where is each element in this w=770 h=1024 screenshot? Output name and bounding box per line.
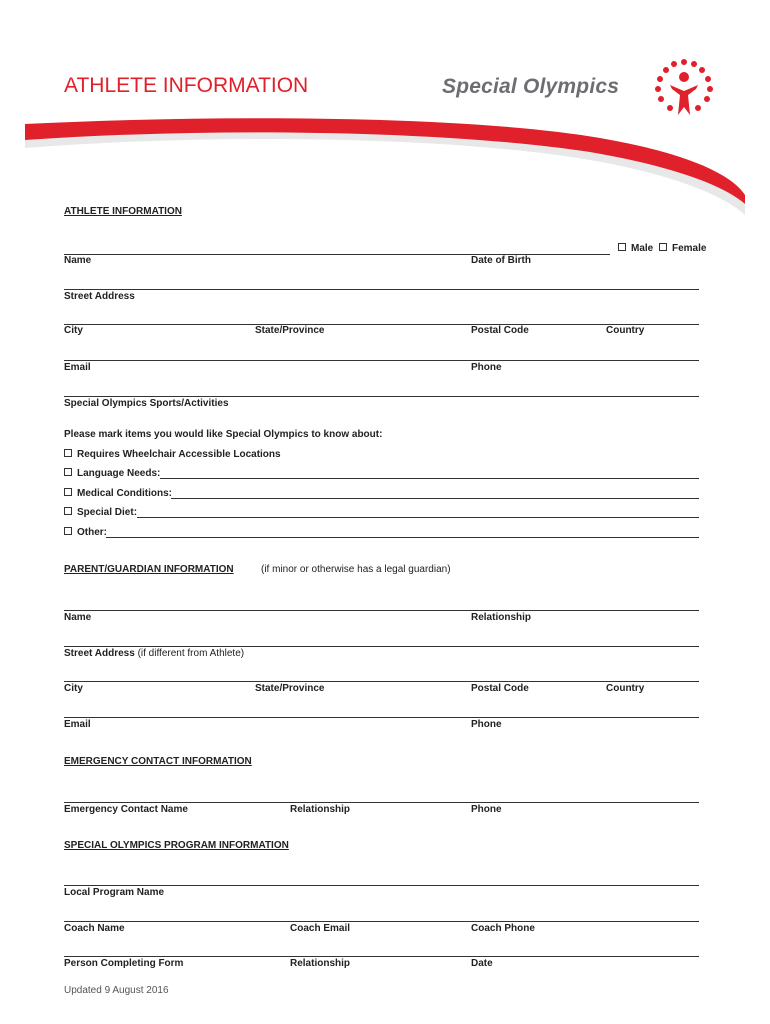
header-swoosh-graphic [0,110,770,220]
guardian-note: (if minor or otherwise has a legal guardian) [261,564,451,575]
local-program-line[interactable] [64,885,699,886]
female-option[interactable]: Female [659,243,706,254]
name-label: Name [64,255,92,266]
male-option[interactable]: Male [618,243,653,254]
male-checkbox[interactable] [618,243,626,251]
female-checkbox[interactable] [659,243,667,251]
guardian-street-label: Street Address (if different from Athlete) [64,648,245,659]
guardian-city-line[interactable] [64,681,699,682]
country-label: Country [606,325,645,336]
coach-line[interactable] [64,921,699,922]
postal-label: Postal Code [471,325,529,336]
updated-date: Updated 9 August 2016 [64,985,169,996]
language-line[interactable] [160,478,699,479]
medical-checkbox[interactable] [64,488,72,496]
other-option[interactable]: Other: [64,527,107,538]
local-program-label: Local Program Name [64,887,165,898]
other-line[interactable] [106,537,699,538]
coach-phone-label: Coach Phone [471,923,535,934]
emergency-name-label: Emergency Contact Name [64,804,188,815]
sports-line[interactable] [64,396,699,397]
medical-option[interactable]: Medical Conditions: [64,488,172,499]
person-completing-label: Person Completing Form [64,958,184,969]
date-label: Date [471,958,493,969]
state-label: State/Province [255,325,325,336]
emergency-section-heading: EMERGENCY CONTACT INFORMATION [64,756,252,767]
street-label: Street Address [64,291,135,302]
guardian-postal-label: Postal Code [471,683,529,694]
emergency-relationship-label: Relationship [290,804,351,815]
email-label: Email [64,362,91,373]
wheelchair-checkbox[interactable] [64,449,72,457]
email-line[interactable] [64,360,699,361]
wheelchair-option[interactable]: Requires Wheelchair Accessible Locations [64,449,281,460]
program-section-heading: SPECIAL OLYMPICS PROGRAM INFORMATION [64,840,289,851]
emergency-phone-label: Phone [471,804,502,815]
guardian-country-label: Country [606,683,645,694]
coach-email-label: Coach Email [290,923,351,934]
guardian-city-label: City [64,683,83,694]
guardian-relationship-label: Relationship [471,612,532,623]
special-olympics-wordmark: Special Olympics [442,75,620,98]
guardian-email-line[interactable] [64,717,699,718]
guardian-phone-label: Phone [471,719,502,730]
coach-name-label: Coach Name [64,923,125,934]
guardian-street-line[interactable] [64,646,699,647]
diet-checkbox[interactable] [64,507,72,515]
dob-label: Date of Birth [471,255,531,266]
language-option[interactable]: Language Needs: [64,468,160,479]
form-title: ATHLETE INFORMATION [64,74,309,97]
city-line[interactable] [64,324,699,325]
guardian-section-heading: PARENT/GUARDIAN INFORMATION [64,564,234,575]
person-completing-line[interactable] [64,956,699,957]
sports-label: Special Olympics Sports/Activities [64,398,229,409]
language-checkbox[interactable] [64,468,72,476]
guardian-state-label: State/Province [255,683,325,694]
other-checkbox[interactable] [64,527,72,535]
diet-line[interactable] [137,517,699,518]
street-line[interactable] [64,289,699,290]
athlete-section-heading: ATHLETE INFORMATION [64,206,182,217]
mark-prompt: Please mark items you would like Special Olympics to know about: [64,429,383,440]
guardian-name-line[interactable] [64,610,699,611]
guardian-email-label: Email [64,719,91,730]
medical-line[interactable] [171,498,699,499]
diet-option[interactable]: Special Diet: [64,507,137,518]
phone-label: Phone [471,362,502,373]
emergency-line[interactable] [64,802,699,803]
person-relationship-label: Relationship [290,958,351,969]
guardian-name-label: Name [64,612,92,623]
city-label: City [64,325,83,336]
